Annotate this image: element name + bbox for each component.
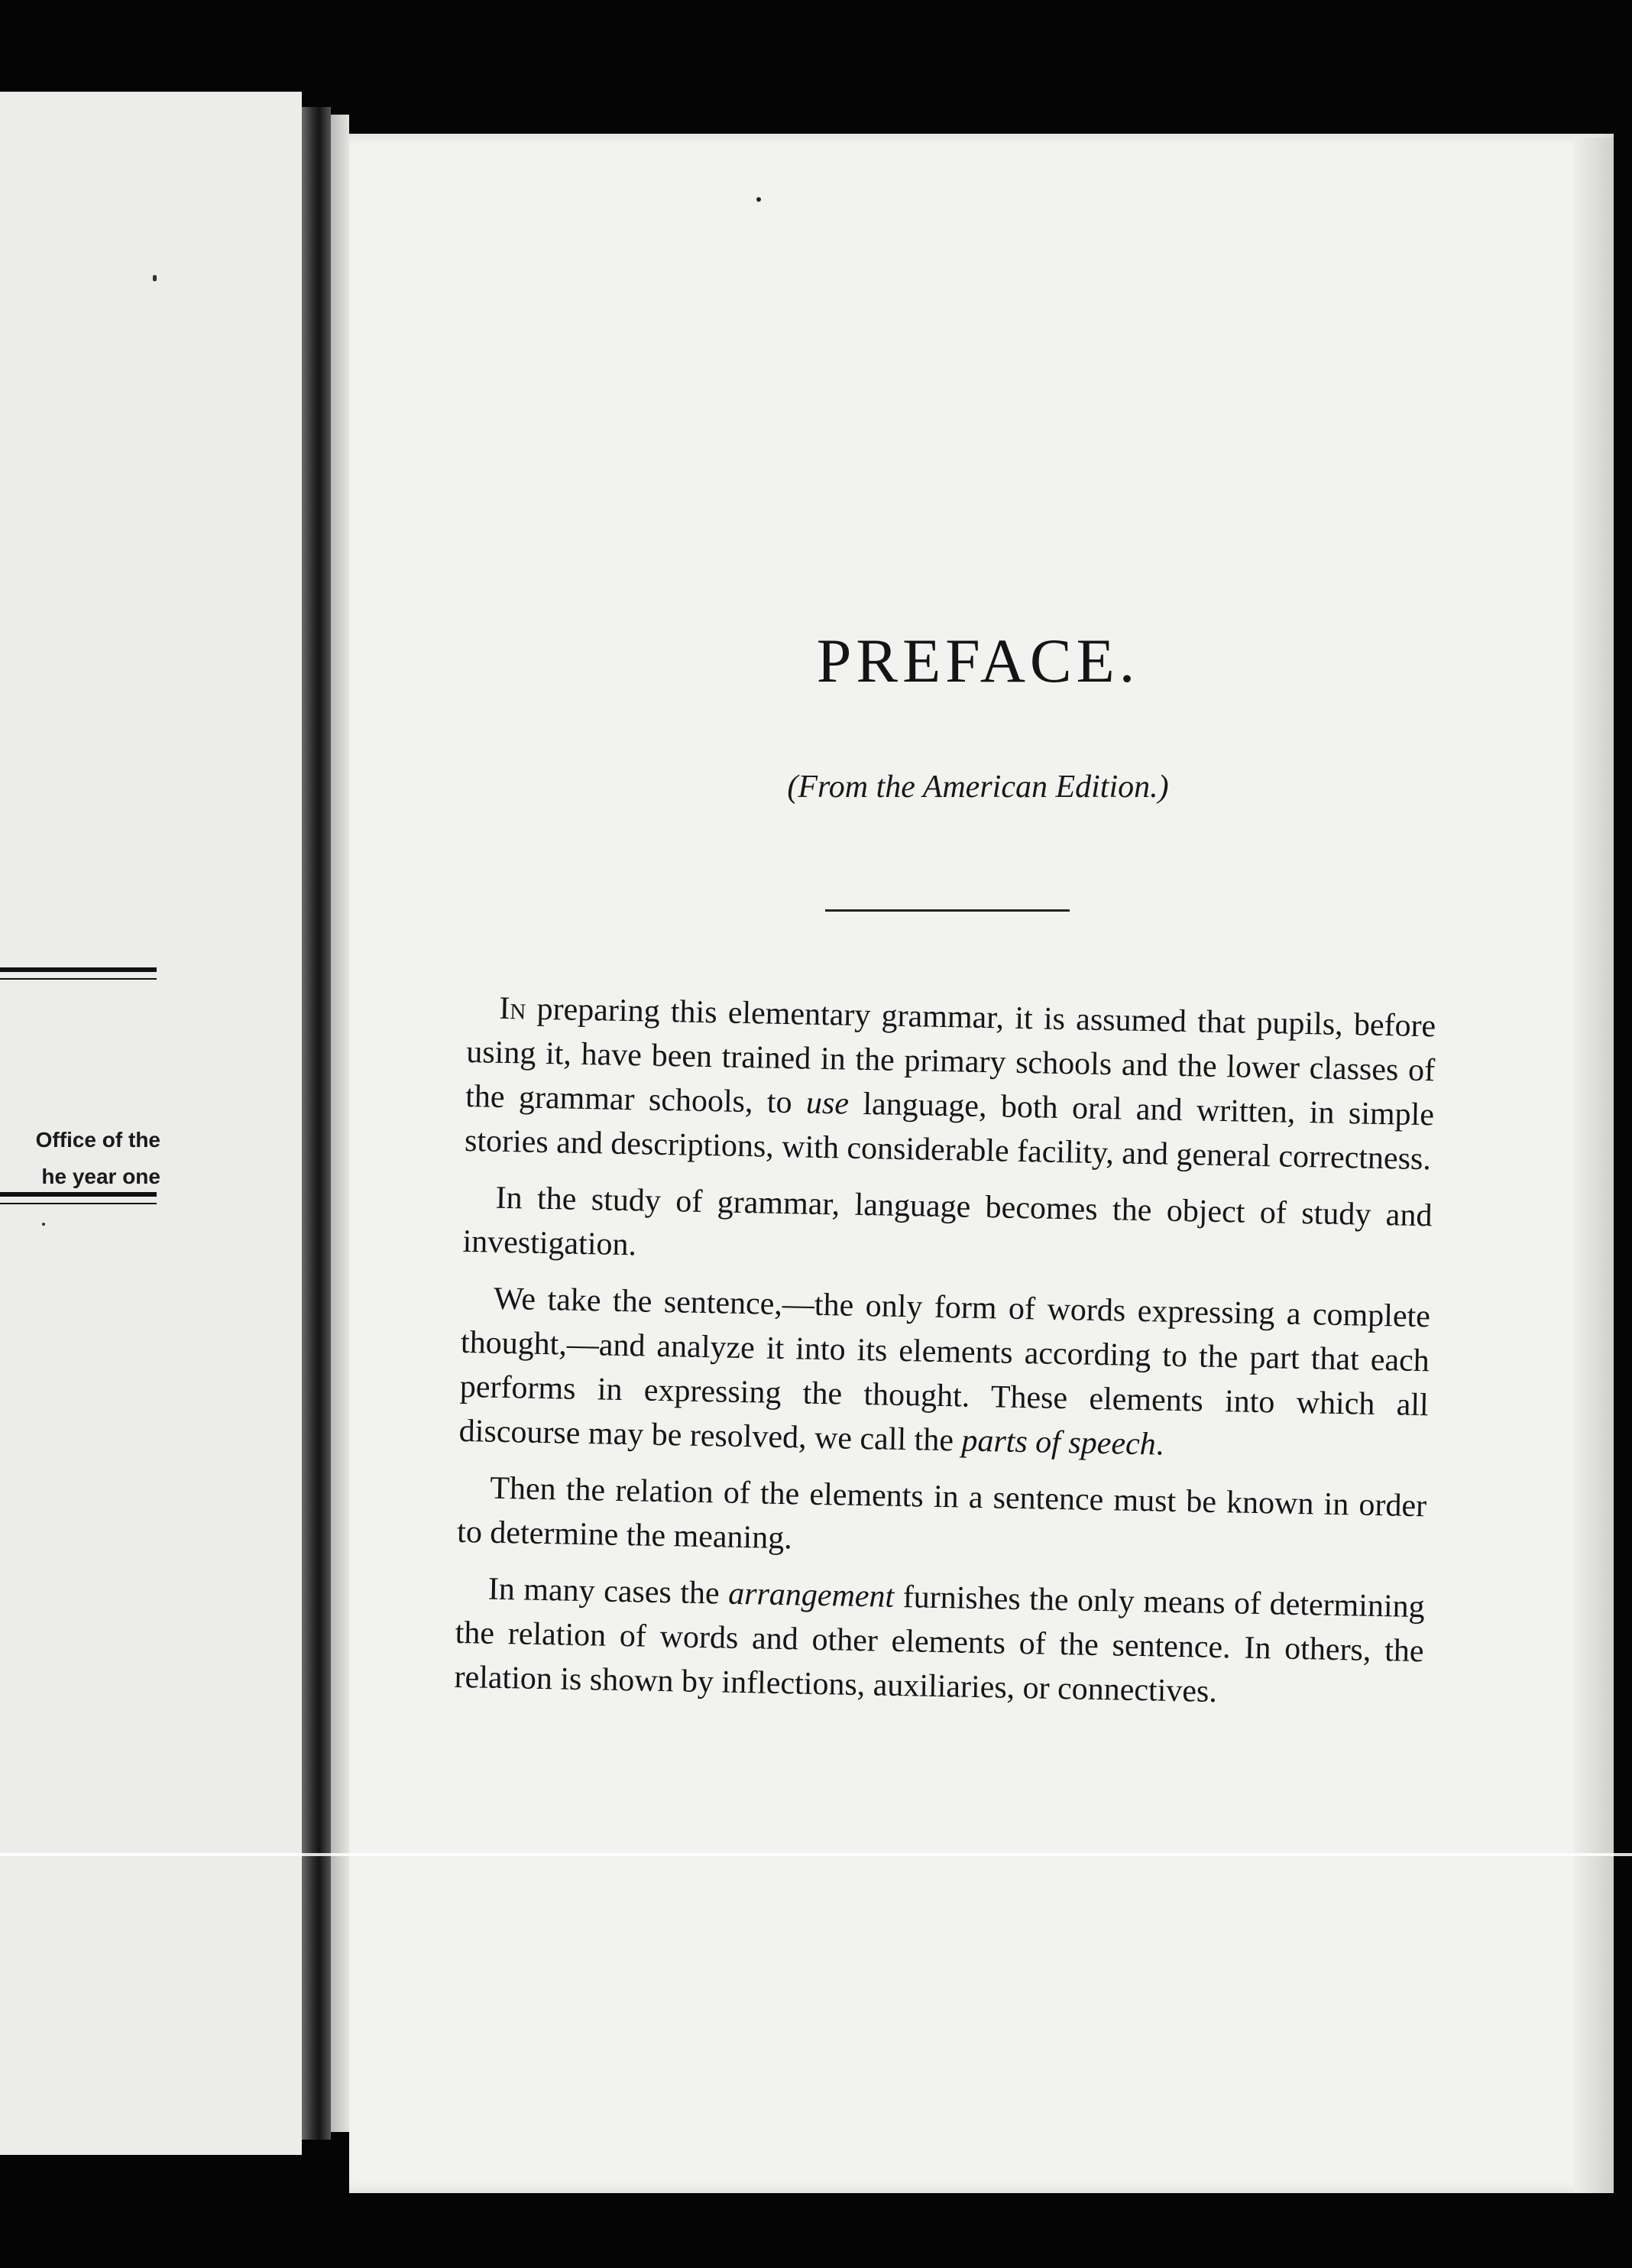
paragraph-1-emphasis: use xyxy=(805,1085,850,1122)
paragraph-1-end: language, both oral and written, in simple stories and descriptions, with considerable facility, and general correctness. xyxy=(464,1086,1435,1178)
scan-crease-line xyxy=(0,1853,1632,1856)
book-gutter xyxy=(302,107,331,2140)
paragraph-1-initial: In xyxy=(498,990,526,1027)
paragraph-5 xyxy=(454,1567,1425,1718)
paragraph-5-emphasis: arrangement xyxy=(727,1576,895,1615)
paragraph-5-text: In many cases the xyxy=(487,1571,729,1612)
title-rule xyxy=(825,909,1070,912)
page-speck xyxy=(756,197,761,202)
paragraph-1 xyxy=(465,986,1436,1181)
left-page-speck xyxy=(42,1223,45,1226)
page-subtitle: (From the American Edition.) xyxy=(787,770,1169,805)
paragraph-3-text: We take the sentence,—the only form of words expressing a complete thought,—and analyze it into its elements according to the part that each performs in expressing the thought. These elements into which all discourse may be resolved, we call the xyxy=(458,1281,1431,1459)
paragraph-3-end: . xyxy=(1155,1427,1164,1463)
paragraph-5-end: furnishes the only means of determining the relation of words and other elements of the sentence. In others, the relation is shown by inflections, auxiliaries, or connectives. xyxy=(454,1579,1426,1709)
right-page-edge xyxy=(1574,138,1614,2193)
paragraph-3-emphasis: parts of speech xyxy=(961,1423,1157,1463)
left-page-double-rule-top xyxy=(0,967,157,972)
left-page-line-1: Office of the xyxy=(35,1128,160,1152)
left-page-speck xyxy=(153,275,157,281)
left-page-double-rule-bottom xyxy=(0,1192,157,1197)
left-page-double-rule-bottom-thin xyxy=(0,1203,157,1204)
left-page-double-rule-top-thin xyxy=(0,978,157,980)
left-page-text-fragment xyxy=(0,1122,160,1195)
gutter-shadow xyxy=(331,115,349,2132)
left-page-line-2: he year one xyxy=(41,1165,160,1188)
left-page xyxy=(0,92,302,2155)
page-title: PREFACE. xyxy=(816,626,1140,695)
paragraph-3 xyxy=(458,1276,1430,1472)
preface-body xyxy=(454,986,1436,1730)
paragraph-2: In the study of grammar, language becomes the object of study and investigation. xyxy=(462,1180,1433,1263)
paragraph-1-text: preparing this elementary grammar, it is assumed that pupils, before using it, have been trained in the primary schools and the lower classes of the grammar schools, to xyxy=(465,991,1436,1121)
paragraph-4: Then the relation of the elements in a sentence must be known in order to determine the meaning. xyxy=(456,1470,1427,1557)
